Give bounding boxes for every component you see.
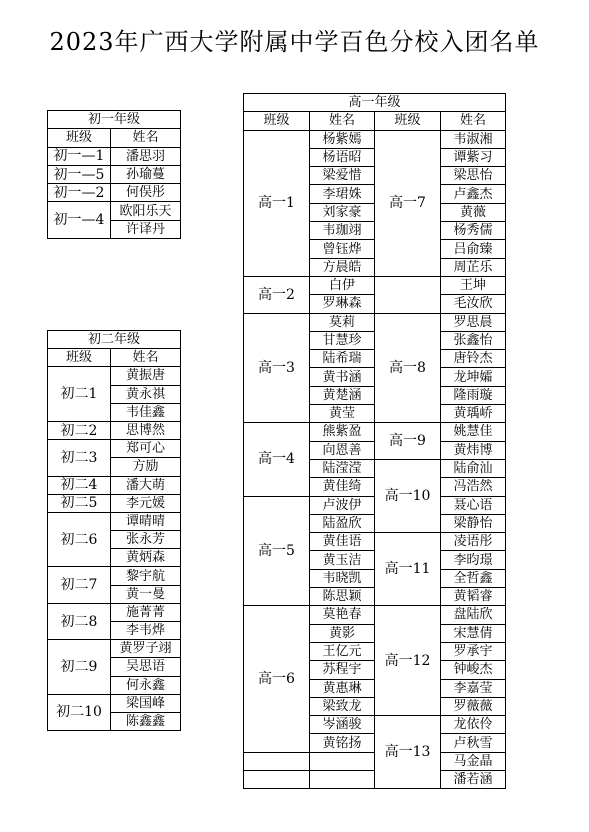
table-row	[48, 421, 181, 439]
class-cell: 高一7	[375, 130, 441, 276]
name-header: 姓名	[441, 112, 506, 130]
header-row	[48, 129, 181, 147]
name-cell: 岑涵骏	[310, 716, 375, 734]
table-row	[48, 640, 181, 658]
name-cell: 梁思怡	[441, 167, 506, 185]
empty-cell	[244, 752, 310, 770]
name-cell: 王坤	[441, 276, 506, 294]
class-cell: 初二7	[48, 567, 111, 603]
name-cell: 罗思晨	[441, 313, 506, 331]
class-cell: 高一5	[244, 496, 310, 606]
grade-title: 高一年级	[244, 94, 506, 112]
name-cell: 宋慧倩	[441, 624, 506, 642]
table-row	[48, 567, 181, 585]
name-cell: 罗承宇	[441, 642, 506, 660]
name-cell: 李元媛	[111, 494, 181, 512]
class-cell: 初二4	[48, 476, 111, 494]
table-row	[48, 165, 181, 183]
class-cell: 高一11	[375, 533, 441, 606]
name-cell: 黄莹	[310, 405, 375, 423]
name-cell: 欧阳乐天	[111, 202, 181, 220]
title-row	[48, 111, 181, 129]
name-cell: 李珺姝	[310, 185, 375, 203]
name-cell: 王亿元	[310, 642, 375, 660]
name-cell: 韦淑湘	[441, 130, 506, 148]
name-cell: 莫艳春	[310, 606, 375, 624]
class-cell: 初一—4	[48, 202, 111, 239]
class-cell: 高一10	[375, 459, 441, 532]
name-cell: 黄振唐	[111, 367, 181, 385]
name-cell: 梁爱惜	[310, 167, 375, 185]
name-cell: 陈思颖	[310, 588, 375, 606]
name-cell: 孙瑜蔓	[111, 165, 181, 183]
name-cell: 陈鑫鑫	[111, 712, 181, 730]
name-cell: 黄韬睿	[441, 588, 506, 606]
table-row	[244, 130, 506, 148]
name-cell: 潘若涵	[441, 770, 506, 788]
name-cell: 全哲鑫	[441, 569, 506, 587]
name-cell: 龙坤孀	[441, 368, 506, 386]
name-cell: 凌语彤	[441, 533, 506, 551]
name-cell: 罗琳森	[310, 295, 375, 313]
class-cell: 初二3	[48, 440, 111, 476]
empty-cell	[244, 770, 310, 788]
name-cell: 黄瑀峤	[441, 405, 506, 423]
header-row	[48, 349, 181, 367]
name-cell: 梁静怡	[441, 514, 506, 532]
class-cell: 高一4	[244, 423, 310, 496]
name-cell: 盘陆欣	[441, 606, 506, 624]
name-cell: 白伊	[310, 276, 375, 294]
name-cell: 李嘉莹	[441, 679, 506, 697]
name-cell: 冯浩然	[441, 478, 506, 496]
name-cell: 黄玉洁	[310, 551, 375, 569]
class-cell: 初一—5	[48, 165, 111, 183]
class-cell: 高一8	[375, 313, 441, 423]
name-cell: 隆雨璇	[441, 386, 506, 404]
name-cell: 甘慧珍	[310, 331, 375, 349]
name-header: 姓名	[310, 112, 375, 130]
name-cell: 卢波伊	[310, 496, 375, 514]
table-row	[48, 512, 181, 530]
class-header: 班级	[244, 112, 310, 130]
name-cell: 陆俞汕	[441, 459, 506, 477]
table-row	[48, 147, 181, 165]
name-cell: 潘大萌	[111, 476, 181, 494]
class-cell: 高一1	[244, 130, 310, 276]
name-cell: 方励	[111, 458, 181, 476]
class-cell: 初二8	[48, 603, 111, 639]
empty-cell	[310, 752, 375, 770]
table-row	[48, 367, 181, 385]
class-cell: 高一3	[244, 313, 310, 423]
class-cell: 高一13	[375, 716, 441, 789]
table-row	[244, 313, 506, 331]
name-cell: 黄罗子翊	[111, 640, 181, 658]
name-cell: 杨秀儒	[441, 222, 506, 240]
class-cell: 初二10	[48, 694, 111, 730]
table-row	[244, 606, 506, 624]
name-cell: 刘家豪	[310, 203, 375, 221]
name-cell: 唐铃杰	[441, 350, 506, 368]
name-cell: 谭紫习	[441, 148, 506, 166]
name-cell: 龙依伶	[441, 716, 506, 734]
name-cell: 韦佳鑫	[111, 403, 181, 421]
empty-cell	[310, 770, 375, 788]
class-cell: 初一—2	[48, 184, 111, 202]
class-cell: 高一6	[244, 606, 310, 752]
name-cell: 陆滢滢	[310, 459, 375, 477]
table-row	[48, 476, 181, 494]
name-cell: 郑可心	[111, 440, 181, 458]
name-cell: 张永芳	[111, 531, 181, 549]
name-header: 姓名	[111, 349, 181, 367]
name-cell: 梁国峰	[111, 694, 181, 712]
table-row	[48, 603, 181, 621]
name-cell: 黄楚涵	[310, 386, 375, 404]
table-row	[48, 202, 181, 220]
name-cell: 韦晓凯	[310, 569, 375, 587]
name-cell: 卢秋雪	[441, 734, 506, 752]
name-cell: 黄惠琳	[310, 679, 375, 697]
class-cell: 高一2	[244, 276, 310, 313]
name-cell: 黄一曼	[111, 585, 181, 603]
name-cell: 钟峻杰	[441, 661, 506, 679]
class-header: 班级	[48, 129, 111, 147]
grade-title: 初二年级	[48, 331, 181, 349]
name-cell: 向恩善	[310, 441, 375, 459]
name-cell: 姚慧佳	[441, 423, 506, 441]
class-cell: 初二1	[48, 367, 111, 422]
class-cell: 高一12	[375, 606, 441, 716]
senior1-table	[243, 93, 506, 789]
name-cell: 李韦烨	[111, 622, 181, 640]
name-cell: 思博然	[111, 421, 181, 439]
name-cell: 黄铭扬	[310, 734, 375, 752]
table-row	[244, 423, 506, 441]
class-cell: 初一—1	[48, 147, 111, 165]
name-cell: 谭晴晴	[111, 512, 181, 530]
name-cell: 马金晶	[441, 752, 506, 770]
junior1-table	[47, 110, 181, 239]
name-cell: 许译丹	[111, 220, 181, 238]
name-cell: 黄佳绮	[310, 478, 375, 496]
name-cell: 何永鑫	[111, 676, 181, 694]
class-cell: 初二9	[48, 640, 111, 695]
name-cell: 杨紫嫣	[310, 130, 375, 148]
name-cell: 黄影	[310, 624, 375, 642]
name-cell: 卢鑫杰	[441, 185, 506, 203]
name-cell: 莫莉	[310, 313, 375, 331]
table-row	[244, 276, 506, 294]
name-cell: 施菁菁	[111, 603, 181, 621]
name-cell: 陆盈欣	[310, 514, 375, 532]
name-header: 姓名	[111, 129, 181, 147]
class-cell: 高一9	[375, 423, 441, 460]
name-cell: 潘思羽	[111, 147, 181, 165]
name-cell: 吴思语	[111, 658, 181, 676]
class-cell: 初二2	[48, 421, 111, 439]
name-cell: 曾钰烨	[310, 240, 375, 258]
title-row	[48, 331, 181, 349]
name-cell: 黄炜博	[441, 441, 506, 459]
class-header: 班级	[48, 349, 111, 367]
page-title: 2023年广西大学附属中学百色分校入团名单	[49, 28, 540, 56]
name-cell: 罗薇薇	[441, 697, 506, 715]
table-row	[48, 694, 181, 712]
name-cell: 何俣彤	[111, 184, 181, 202]
grade-title: 初一年级	[48, 111, 181, 129]
name-cell: 韦珈翊	[310, 222, 375, 240]
name-cell: 黄薇	[441, 203, 506, 221]
table-row	[48, 184, 181, 202]
junior2-table	[47, 330, 181, 731]
name-cell: 黎宇航	[111, 567, 181, 585]
class-header: 班级	[375, 112, 441, 130]
name-cell: 毛汝欣	[441, 295, 506, 313]
name-cell: 黄炳森	[111, 549, 181, 567]
title-row	[244, 94, 506, 112]
name-cell: 杨语昭	[310, 148, 375, 166]
name-cell: 梁致龙	[310, 697, 375, 715]
table-row	[48, 494, 181, 512]
name-cell: 聂心语	[441, 496, 506, 514]
name-cell: 方晨皓	[310, 258, 375, 276]
name-cell: 李昀璟	[441, 551, 506, 569]
name-cell: 黄佳语	[310, 533, 375, 551]
name-cell: 周芷乐	[441, 258, 506, 276]
name-cell: 陆希瑞	[310, 350, 375, 368]
name-cell: 苏程宇	[310, 661, 375, 679]
name-cell: 熊紫盈	[310, 423, 375, 441]
name-cell: 吕俞臻	[441, 240, 506, 258]
class-cell: 初二5	[48, 494, 111, 512]
name-cell: 黄永祺	[111, 385, 181, 403]
header-row	[244, 112, 506, 130]
table-row	[48, 440, 181, 458]
name-cell: 黄书涵	[310, 368, 375, 386]
name-cell: 张鑫怡	[441, 331, 506, 349]
class-cell: 初二6	[48, 512, 111, 567]
class-cell	[375, 276, 441, 313]
